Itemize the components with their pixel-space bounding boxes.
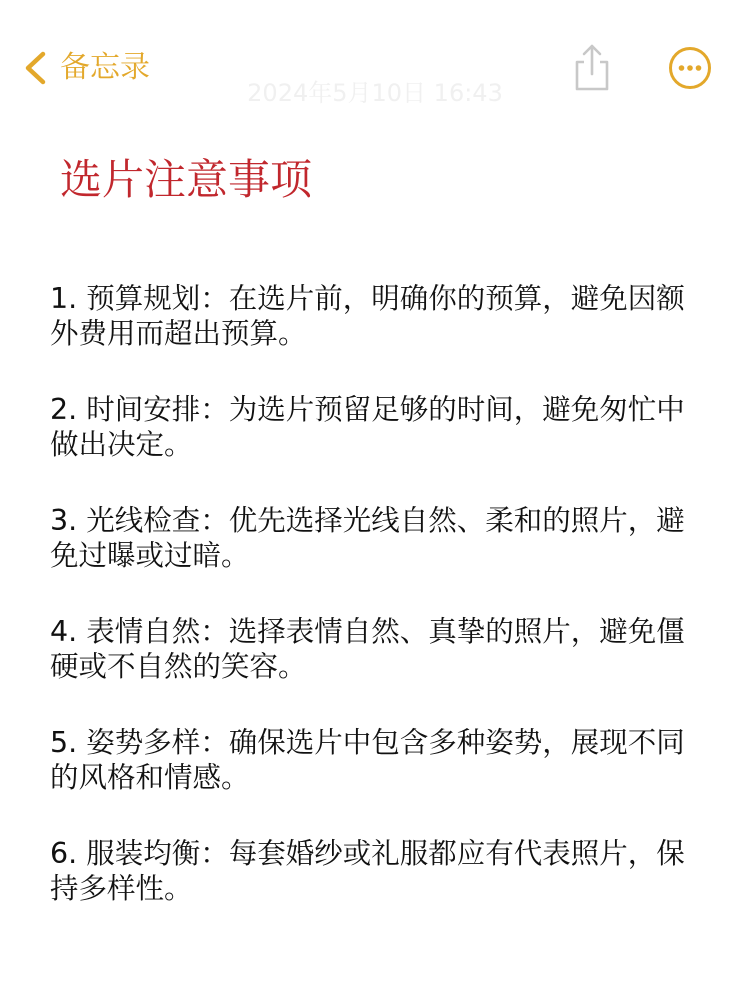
- ellipsis-circle-icon: [667, 45, 713, 91]
- note-line: 4. 表情自然：选择表情自然、真挚的照片，避免僵: [50, 615, 685, 648]
- note-line: 6. 服装均衡：每套婚纱或礼服都应有代表照片，保: [50, 837, 685, 870]
- navigation-bar: [0, 0, 750, 130]
- note-date: 2024年5月10日 16:43: [247, 79, 503, 107]
- note-line: 3. 光线检查：优先选择光线自然、柔和的照片，避: [50, 504, 685, 537]
- note-body: [50, 281, 730, 947]
- note-line: 的风格和情感。: [50, 761, 250, 794]
- note-line: 外费用而超出预算。: [50, 317, 307, 350]
- back-label: 备忘录: [60, 50, 150, 85]
- list-item: [50, 392, 730, 462]
- note-line: 2. 时间安排：为选片预留足够的时间，避免匆忙中: [50, 393, 685, 426]
- list-item: [50, 281, 730, 351]
- share-button[interactable]: [570, 42, 614, 92]
- note-line: 1. 预算规划：在选片前，明确你的预算，避免因额: [50, 282, 685, 315]
- note-line: 做出决定。: [50, 428, 193, 461]
- note-title: 选片注意事项: [60, 155, 313, 204]
- note-line: 持多样性。: [50, 872, 193, 905]
- list-item: [50, 725, 730, 795]
- note-line: 免过曝或过暗。: [50, 539, 250, 572]
- list-item: [50, 836, 730, 906]
- note-line: 硬或不自然的笑容。: [50, 650, 307, 683]
- note-line: 5. 姿势多样：确保选片中包含多种姿势，展现不同: [50, 726, 685, 759]
- list-item: [50, 503, 730, 573]
- note-editor[interactable]: [0, 140, 750, 960]
- share-icon: [570, 42, 614, 92]
- more-button[interactable]: [667, 45, 713, 91]
- list-item: [50, 614, 730, 684]
